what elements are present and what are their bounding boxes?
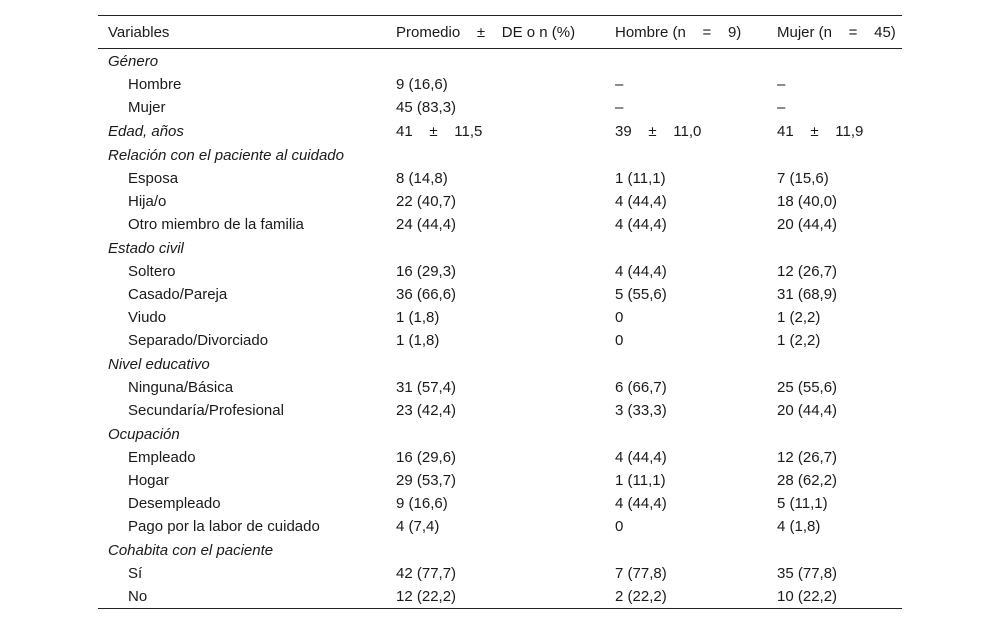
cell-hombre: 4 (44,4) (615, 263, 667, 280)
variable-label: Hogar (128, 472, 169, 489)
table-row (98, 306, 902, 329)
table-row (98, 492, 902, 515)
header-promedio: Promedio ± DE o n (%) (396, 23, 576, 41)
table-row (98, 585, 902, 609)
section-row (98, 49, 902, 74)
cell-mujer: 12 (26,7) (777, 263, 838, 280)
cell-hombre (605, 236, 767, 260)
variable-label: Esposa (128, 170, 179, 187)
cell-mujer: 25 (55,6) (777, 379, 838, 396)
header-mujer: Mujer (n = 45) (777, 23, 896, 41)
variable-label: Secundaría/Profesional (128, 402, 284, 419)
cell-mujer: 18 (40,0) (777, 193, 838, 210)
section-label: Estado civil (108, 239, 184, 257)
cell-mujer: 5 (11,1) (777, 495, 828, 512)
variable-label: Mujer (128, 99, 166, 116)
cell-promedio (386, 352, 605, 376)
cell-mujer: 10 (22,2) (777, 588, 838, 605)
cell-hombre: 2 (22,2) (615, 588, 667, 605)
cell-hombre (605, 352, 767, 376)
caregiver-characteristics-table (98, 15, 902, 609)
cell-promedio: 16 (29,6) (396, 449, 457, 466)
cell-hombre: 5 (55,6) (615, 286, 667, 303)
section-label: Ocupación (108, 425, 180, 443)
cell-mujer: 20 (44,4) (777, 402, 838, 419)
cell-hombre: 4 (44,4) (615, 495, 667, 512)
table-row (98, 329, 902, 352)
table-row (98, 399, 902, 422)
cell-mujer (767, 352, 902, 376)
cell-mujer: 7 (15,6) (777, 170, 829, 187)
cell-hombre: 3 (33,3) (615, 402, 667, 419)
table-row (98, 283, 902, 306)
table-row (98, 469, 902, 492)
cell-promedio (386, 49, 605, 74)
variable-label: Viudo (128, 309, 167, 326)
section-row (98, 422, 902, 446)
variable-label: Pago por la labor de cuidado (128, 518, 320, 535)
variable-label: Desempleado (128, 495, 221, 512)
cell-hombre (605, 422, 767, 446)
cell-hombre: 4 (44,4) (615, 193, 667, 210)
cell-mujer: 4 (1,8) (777, 518, 821, 535)
section-row (98, 143, 902, 167)
cell-promedio: 42 (77,7) (396, 565, 457, 582)
cell-promedio: 31 (57,4) (396, 379, 457, 396)
section-label: Edad, años (108, 122, 184, 140)
variable-label: Separado/Divorciado (128, 332, 269, 349)
section-label: Relación con el paciente al cuidado (108, 146, 344, 164)
variable-label: Hombre (128, 76, 182, 93)
cell-mujer: 20 (44,4) (777, 216, 838, 233)
variable-label: Sí (128, 565, 143, 582)
cell-mujer (767, 49, 902, 74)
cell-hombre: 4 (44,4) (615, 449, 667, 466)
table-row (98, 446, 902, 469)
cell-hombre: – (615, 99, 624, 116)
cell-mujer: 12 (26,7) (777, 449, 838, 466)
table-row (98, 515, 902, 538)
cell-promedio (386, 538, 605, 562)
cell-mujer: 31 (68,9) (777, 286, 838, 303)
cell-hombre: 4 (44,4) (615, 216, 667, 233)
table-row (98, 167, 902, 190)
cell-mujer: 28 (62,2) (777, 472, 838, 489)
cell-promedio: 22 (40,7) (396, 193, 457, 210)
cell-promedio: 4 (7,4) (396, 518, 440, 535)
cell-promedio: 1 (1,8) (396, 332, 440, 349)
cell-hombre: 0 (615, 309, 624, 326)
table-row (98, 260, 902, 283)
variable-label: Hija/o (128, 193, 167, 210)
section-row (98, 538, 902, 562)
table-header-row (98, 16, 902, 49)
cell-mujer: 35 (77,8) (777, 565, 838, 582)
cell-mujer: 41 ± 11,9 (777, 122, 864, 140)
cell-hombre: 1 (11,1) (615, 170, 666, 187)
cell-hombre: 6 (66,7) (615, 379, 667, 396)
cell-promedio: 1 (1,8) (396, 309, 440, 326)
table-row (98, 562, 902, 585)
cell-hombre: – (615, 76, 624, 93)
cell-promedio: 12 (22,2) (396, 588, 457, 605)
cell-hombre: 0 (615, 518, 624, 535)
cell-mujer: – (777, 76, 786, 93)
cell-hombre: 7 (77,8) (615, 565, 667, 582)
table-body (98, 49, 902, 609)
cell-promedio: 9 (16,6) (396, 76, 448, 93)
section-row (98, 236, 902, 260)
variable-label: Soltero (128, 263, 176, 280)
cell-mujer (767, 538, 902, 562)
header-variables: Variables (108, 23, 170, 41)
variable-label: Ninguna/Básica (128, 379, 234, 396)
cell-promedio: 24 (44,4) (396, 216, 457, 233)
cell-hombre (605, 143, 767, 167)
cell-mujer (767, 236, 902, 260)
cell-mujer (767, 143, 902, 167)
cell-promedio: 29 (53,7) (396, 472, 457, 489)
cell-hombre: 1 (11,1) (615, 472, 666, 489)
data-table-container (98, 15, 902, 609)
cell-promedio (386, 143, 605, 167)
section-label: Género (108, 52, 159, 70)
cell-promedio: 9 (16,6) (396, 495, 448, 512)
cell-hombre: 39 ± 11,0 (615, 122, 702, 140)
cell-promedio: 36 (66,6) (396, 286, 457, 303)
table-row (98, 190, 902, 213)
cell-promedio: 16 (29,3) (396, 263, 457, 280)
section-row (98, 352, 902, 376)
table-row (98, 213, 902, 236)
section-row (98, 119, 902, 143)
cell-promedio: 8 (14,8) (396, 170, 448, 187)
section-label: Cohabita con el paciente (108, 541, 274, 559)
cell-hombre (605, 49, 767, 74)
cell-mujer (767, 422, 902, 446)
variable-label: Casado/Pareja (128, 286, 228, 303)
cell-mujer: 1 (2,2) (777, 309, 821, 326)
table-row (98, 96, 902, 119)
variable-label: No (128, 588, 148, 605)
cell-mujer: 1 (2,2) (777, 332, 821, 349)
cell-mujer: – (777, 99, 786, 116)
variable-label: Empleado (128, 449, 196, 466)
cell-promedio: 23 (42,4) (396, 402, 457, 419)
header-hombre: Hombre (n = 9) (615, 23, 742, 41)
cell-promedio (386, 236, 605, 260)
cell-hombre (605, 538, 767, 562)
section-label: Nivel educativo (108, 355, 210, 373)
cell-promedio: 41 ± 11,5 (396, 122, 483, 140)
table-row (98, 376, 902, 399)
cell-hombre: 0 (615, 332, 624, 349)
cell-promedio: 45 (83,3) (396, 99, 457, 116)
variable-label: Otro miembro de la familia (128, 216, 304, 233)
cell-promedio (386, 422, 605, 446)
table-row (98, 73, 902, 96)
